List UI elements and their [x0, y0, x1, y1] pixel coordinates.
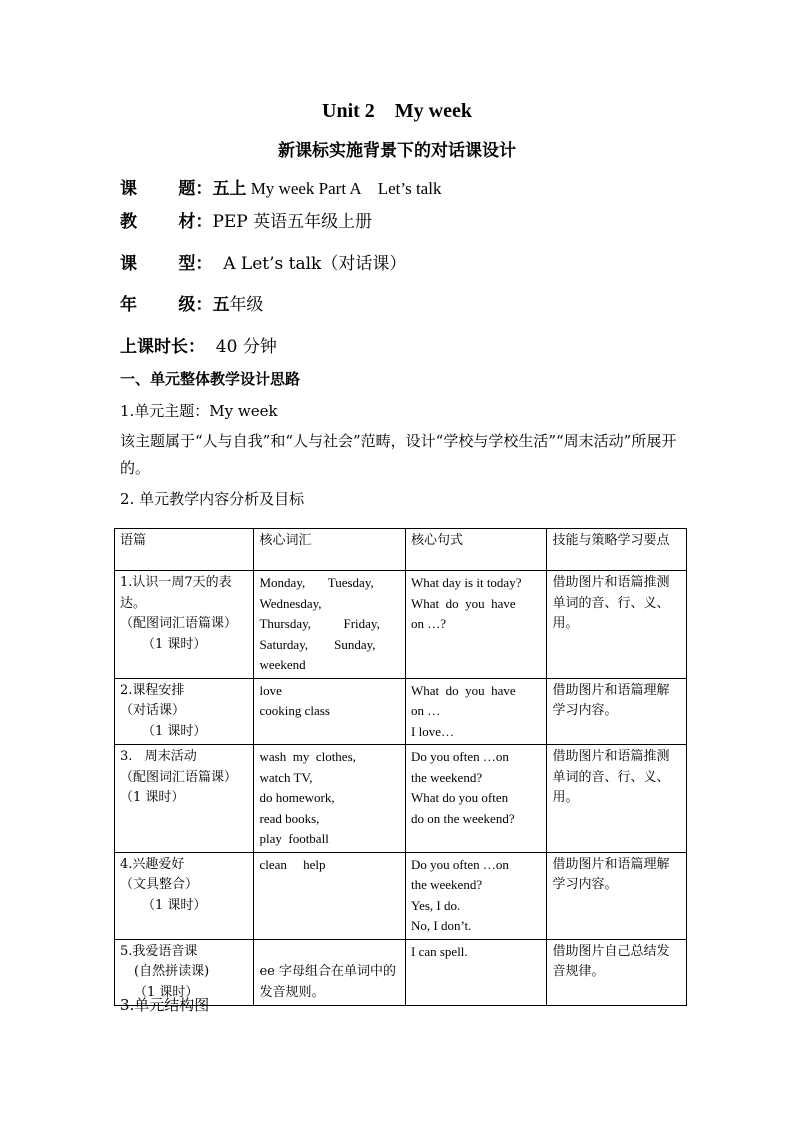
- table-cell: [406, 745, 547, 853]
- cell-line: （1 课时）: [142, 897, 207, 913]
- cell-line: 4.兴趣爱好: [120, 856, 185, 872]
- cell-line: 1.认识一周7天的表达。: [120, 575, 232, 611]
- table-header-cell: 语篇: [115, 529, 254, 571]
- table-cell: [547, 678, 687, 745]
- cell-line: 2.课程安排: [120, 682, 185, 698]
- table-row: [115, 745, 687, 853]
- table-header-cell: 核心句式: [406, 529, 547, 571]
- table-cell: [254, 852, 406, 939]
- theme-paragraph: 该主题属于“人与自我”和“人与社会”范畴，设计“学校与学校生活”“周末活动”所展开的。: [120, 432, 677, 477]
- cell-line: Saturday, Sunday,: [259, 636, 376, 652]
- table-cell: [406, 852, 547, 939]
- meta-value: A Let’s talk（对话课）: [212, 254, 407, 274]
- table-cell: [547, 852, 687, 939]
- cell-line: （1 课时）: [134, 984, 199, 1000]
- cell-line: 借助图片自己总结发音规律。: [552, 943, 670, 979]
- cell-line: [259, 942, 400, 963]
- table-header-cell: 核心词汇: [254, 529, 406, 571]
- cell-line: What do you have: [411, 682, 516, 698]
- table-cell: [406, 678, 547, 745]
- cell-line: No, I don’t.: [411, 918, 472, 933]
- cell-line: 3. 周末活动: [120, 749, 197, 764]
- table-cell: [254, 745, 406, 853]
- table-cell: [115, 678, 254, 745]
- meta-grade: [120, 290, 263, 315]
- table-header-cell: 技能与策略学习要点: [547, 529, 687, 571]
- meta-duration: [120, 332, 277, 357]
- meta-value: 年级: [229, 295, 264, 315]
- cell-line: （配图词汇语篇课）: [120, 616, 238, 631]
- page-title: Unit 2 My week: [322, 100, 472, 122]
- table-cell: [547, 745, 687, 853]
- table-cell: [115, 745, 254, 853]
- cell-line: on …?: [411, 616, 447, 631]
- cell-line: love: [259, 682, 282, 698]
- cell-line: do on the weekend?: [411, 810, 515, 826]
- meta-value: PEP 英语五年级上册: [212, 212, 373, 232]
- meta-textbook: [120, 207, 372, 232]
- meta-key: 课 型：: [120, 254, 213, 274]
- cell-line: Do you often …on: [411, 856, 509, 872]
- table-cell: [115, 852, 254, 939]
- cell-line: （1 课时）: [120, 790, 185, 805]
- table-cell: [547, 939, 687, 1006]
- meta-key: 年 级：: [120, 295, 213, 315]
- cell-line: watch TV,: [259, 769, 313, 785]
- cell-line: weekend: [259, 657, 306, 672]
- cell-line: read books,: [259, 810, 320, 826]
- cell-line: What do you often: [411, 790, 509, 805]
- cell-line: do homework,: [259, 790, 335, 805]
- cell-line: 借助图片和语篇推测单词的音、行、义、用。: [552, 575, 670, 631]
- table-cell: [254, 678, 406, 745]
- meta-key: 上课时长：: [120, 337, 205, 357]
- meta-value: 40 分钟: [205, 337, 277, 357]
- cell-line: clean help: [259, 856, 326, 872]
- meta-lesson-type: [120, 249, 406, 274]
- cell-line: I can spell.: [411, 943, 468, 959]
- meta-topic: [120, 174, 441, 199]
- table-cell: [254, 939, 406, 1006]
- cell-line: Do you often …on: [411, 749, 509, 764]
- meta-value-bold: 五: [212, 295, 230, 315]
- table-cell: [406, 939, 547, 1006]
- cell-line: 借助图片和语篇推测单词的音、行、义、用。: [552, 749, 670, 805]
- table-row: [115, 571, 687, 679]
- cell-line: wash my clothes,: [259, 749, 356, 764]
- cell-line: What do you have: [411, 595, 516, 611]
- cell-line: the weekend?: [411, 877, 483, 892]
- table-header-row: [115, 529, 687, 571]
- meta-key: 教 材：: [120, 212, 213, 232]
- cell-line: Monday, Tuesday,: [259, 575, 374, 590]
- table-row: [115, 678, 687, 745]
- table-cell: [254, 571, 406, 679]
- cell-line: （配图词汇语篇课）: [120, 769, 238, 785]
- section-heading: 一、单元整体教学设计思路: [120, 370, 301, 388]
- cell-line: on …: [411, 703, 441, 718]
- table-cell: [115, 571, 254, 679]
- cell-line: play football: [259, 831, 329, 846]
- page-subtitle: 新课标实施背景下的对话课设计: [278, 141, 516, 161]
- meta-value: My week Part A Let’s talk: [246, 179, 442, 198]
- cell-line: （1 课时）: [142, 636, 207, 652]
- cell-line: （1 课时）: [142, 723, 207, 739]
- cell-line: Yes, I do.: [411, 897, 461, 913]
- meta-value-bold: 五上: [212, 179, 247, 199]
- structure-heading: 3.单元结构图: [120, 996, 210, 1014]
- cell-line: (自然拼读课): [134, 964, 210, 979]
- cell-line: I love…: [411, 723, 454, 739]
- cell-line: 5.我爱语音课: [120, 943, 198, 959]
- cell-line: （对话课）: [120, 703, 186, 718]
- table-row: [115, 852, 687, 939]
- cell-line: （文具整合）: [120, 877, 199, 892]
- cell-line: 借助图片和语篇理解学习内容。: [552, 682, 670, 718]
- cell-line: 借助图片和语篇理解学习内容。: [552, 856, 670, 892]
- table-cell: [406, 571, 547, 679]
- cell-line: cooking class: [259, 703, 330, 718]
- cell-line: Wednesday,: [259, 595, 322, 611]
- cell-line: ee 字母组合在单词中的发音规则。: [259, 964, 397, 1000]
- content-analysis-heading: 2. 单元教学内容分析及目标: [120, 490, 305, 508]
- unit-theme: 1.单元主题：My week: [120, 402, 278, 420]
- cell-line: the weekend?: [411, 769, 483, 785]
- table-cell: [547, 571, 687, 679]
- unit-content-table: [114, 528, 687, 1006]
- cell-line: Thursday, Friday,: [259, 616, 380, 631]
- meta-key: 课 题：: [120, 179, 213, 199]
- cell-line: What day is it today?: [411, 575, 522, 590]
